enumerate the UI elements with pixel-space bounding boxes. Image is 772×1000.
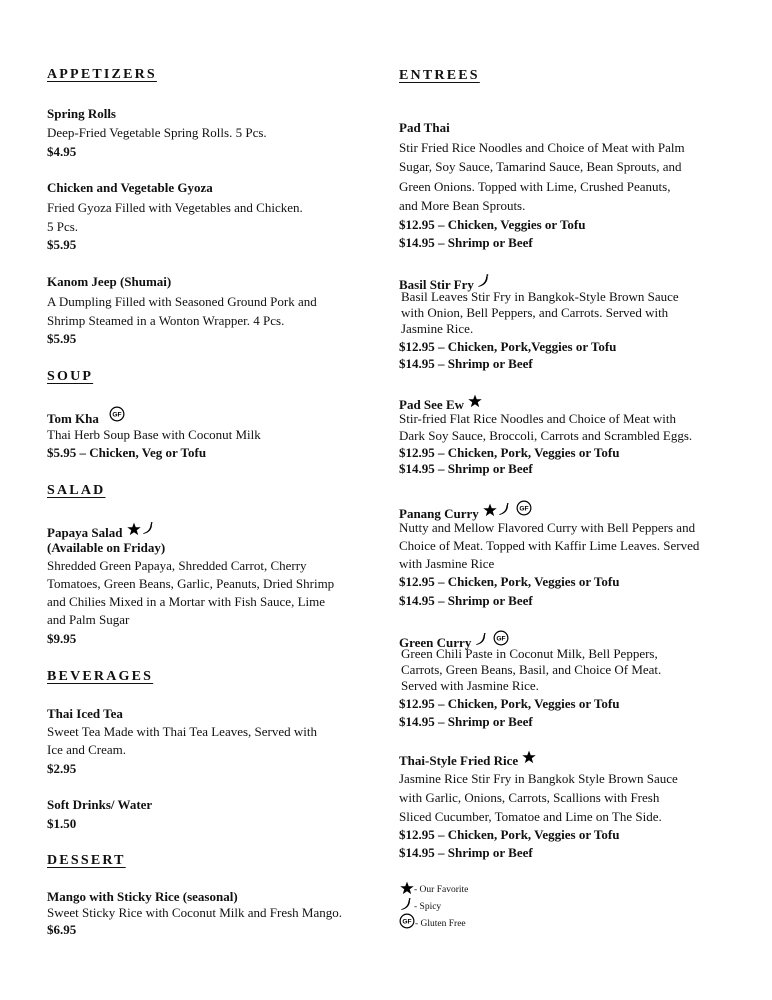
- item-price-green-curry-1: $12.95 – Chicken, Pork, Veggies or Tofu: [399, 696, 620, 711]
- item-desc-kanom-jeep-line-2: Shrimp Steamed in a Wonton Wrapper. 4 Pcs.: [47, 313, 285, 328]
- item-desc-pad-see-ew-line-2: Dark Soy Sauce, Broccoli, Carrots and Scrambled Eggs.: [399, 428, 693, 443]
- item-price-basil-1: $12.95 – Chicken, Pork,Veggies or Tofu: [399, 339, 617, 354]
- item-price-soft-drinks: $1.50: [47, 816, 77, 831]
- item-name-gyoza: Chicken and Vegetable Gyoza: [47, 180, 213, 195]
- item-name-panang-row: [399, 500, 532, 522]
- item-name-papaya-salad: Papaya Salad: [47, 525, 123, 540]
- item-price-gyoza: $5.95: [47, 237, 77, 252]
- item-price-panang-2: $14.95 – Shrimp or Beef: [399, 593, 533, 608]
- item-name-kanom-jeep: Kanom Jeep (Shumai): [47, 274, 172, 289]
- item-price-basil-2: $14.95 – Shrimp or Beef: [399, 356, 533, 371]
- item-desc-papaya-line-3: and Chilies Mixed in a Mortar with Fish Sauce, Lime: [47, 594, 326, 609]
- item-desc-basil-line-3: Jasmine Rice.: [401, 321, 474, 336]
- item-desc-panang-line-2: Choice of Meat. Topped with Kaffir Lime Leaves. Served: [399, 538, 700, 553]
- section-heading-salad: SALAD: [47, 483, 106, 498]
- item-desc-panang-line-1: Nutty and Mellow Flavored Curry with Bell Peppers and: [399, 520, 696, 535]
- item-price-thai-iced-tea: $2.95: [47, 761, 77, 776]
- section-heading-entrees: ENTREES: [399, 68, 480, 83]
- item-desc-pad-thai-line-1: Stir Fried Rice Noodles and Choice of Meat with Palm: [399, 140, 685, 155]
- legend-spicy: [400, 896, 441, 914]
- legend-favorite: [400, 879, 468, 897]
- legend-gluten-free-label: - Gluten Free: [415, 919, 466, 929]
- item-price-panang-1: $12.95 – Chicken, Pork, Veggies or Tofu: [399, 574, 620, 589]
- item-desc-basil-line-2: with Onion, Bell Peppers, and Carrots. Served with: [401, 305, 669, 320]
- item-desc-fried-rice-line-3: Sliced Cucumber, Tomatoe and Lime on The Side.: [399, 809, 662, 824]
- item-price-spring-rolls: $4.95: [47, 144, 77, 159]
- item-price-kanom-jeep: $5.95: [47, 331, 77, 346]
- gluten-free-icon: [516, 500, 532, 516]
- legend-spicy-label: - Spicy: [414, 902, 442, 912]
- star-icon: [127, 522, 141, 536]
- item-price-pad-see-ew-2: $14.95 – Shrimp or Beef: [399, 461, 533, 476]
- section-heading-soup: SOUP: [47, 369, 94, 384]
- chili-icon: [498, 501, 512, 517]
- item-price-tom-kha: $5.95 – Chicken, Veg or Tofu: [47, 445, 207, 460]
- item-note-papaya-salad: (Available on Friday): [47, 540, 166, 555]
- item-name-soft-drinks: Soft Drinks/ Water: [47, 797, 153, 812]
- item-name-tom-kha-row: [47, 406, 125, 427]
- star-icon: [483, 503, 497, 517]
- gluten-free-icon: [493, 630, 509, 646]
- gluten-free-icon: [399, 913, 415, 929]
- item-desc-pad-thai-line-3: Green Onions. Topped with Lime, Crushed Peanuts,: [399, 179, 671, 194]
- item-name-thai-style-fried-rice: Thai-Style Fried Rice: [399, 753, 519, 768]
- item-desc-pad-see-ew-line-1: Stir-fried Flat Rice Noodles and Choice of Meat with: [399, 411, 677, 426]
- item-desc-papaya-line-2: Tomatoes, Green Beans, Garlic, Peanuts, Dried Shrimp: [47, 576, 335, 591]
- item-name-tom-kha: Tom Kha: [47, 411, 99, 426]
- item-name-thai-iced-tea: Thai Iced Tea: [47, 706, 123, 721]
- item-price-fried-rice-2: $14.95 – Shrimp or Beef: [399, 845, 533, 860]
- item-desc-fried-rice-line-1: Jasmine Rice Stir Fry in Bangkok Style Brown Sauce: [399, 771, 678, 786]
- chili-icon: [400, 896, 414, 912]
- item-desc-papaya-line-4: and Palm Sugar: [47, 612, 130, 627]
- item-name-green-curry: Green Curry: [399, 635, 472, 650]
- item-price-papaya-salad: $9.95: [47, 631, 77, 646]
- item-name-mango-sticky-rice: Mango with Sticky Rice (seasonal): [47, 889, 238, 904]
- item-price-pad-thai-2: $14.95 – Shrimp or Beef: [399, 235, 533, 250]
- item-name-papaya-row: [47, 520, 156, 541]
- item-desc-green-curry-line-2: Carrots, Green Beans, Basil, and Choice Of Meat.: [401, 662, 662, 677]
- item-price-green-curry-2: $14.95 – Shrimp or Beef: [399, 714, 533, 729]
- star-icon: [522, 750, 536, 764]
- section-heading-dessert: DESSERT: [47, 853, 126, 868]
- item-price-pad-thai-1: $12.95 – Chicken, Veggies or Tofu: [399, 217, 586, 232]
- item-name-pad-thai: Pad Thai: [399, 120, 450, 135]
- item-desc-basil-line-1: Basil Leaves Stir Fry in Bangkok-Style Brown Sauce: [401, 289, 679, 304]
- item-desc-kanom-jeep-line-1: A Dumpling Filled with Seasoned Ground Pork and: [47, 294, 317, 309]
- item-desc-spring-rolls: Deep-Fried Vegetable Spring Rolls. 5 Pcs.: [47, 125, 267, 140]
- section-heading-beverages: BEVERAGES: [47, 669, 154, 684]
- item-desc-papaya-line-1: Shredded Green Papaya, Shredded Carrot, Cherry: [47, 558, 307, 573]
- item-desc-pad-thai-line-4: and More Bean Sprouts.: [399, 198, 526, 213]
- item-desc-thai-iced-tea-line-1: Sweet Tea Made with Thai Tea Leaves, Served with: [47, 724, 318, 739]
- item-desc-tom-kha: Thai Herb Soup Base with Coconut Milk: [47, 427, 261, 442]
- chili-icon: [142, 520, 156, 536]
- chili-icon: [477, 272, 492, 289]
- item-desc-gyoza-line-2: 5 Pcs.: [47, 219, 79, 234]
- gluten-free-icon: [109, 406, 125, 422]
- item-price-mango-sticky-rice: $6.95: [47, 922, 77, 937]
- item-desc-green-curry-line-1: Green Chili Paste in Coconut Milk, Bell Peppers,: [401, 646, 658, 661]
- item-name-panang-curry: Panang Curry: [399, 506, 479, 521]
- item-desc-mango-sticky-rice: Sweet Sticky Rice with Coconut Milk and Fresh Mango.: [47, 905, 343, 920]
- item-name-basil-stir-fry: Basil Stir Fry: [399, 277, 474, 292]
- item-price-pad-see-ew-1: $12.95 – Chicken, Pork, Veggies or Tofu: [399, 445, 620, 460]
- star-icon: [400, 881, 414, 895]
- item-desc-panang-line-3: with Jasmine Rice: [399, 556, 495, 571]
- star-icon: [468, 394, 482, 408]
- item-desc-gyoza-line-1: Fried Gyoza Filled with Vegetables and Chicken.: [47, 200, 303, 215]
- item-name-fried-rice-row: [399, 750, 536, 769]
- item-desc-green-curry-line-3: Served with Jasmine Rice.: [401, 678, 539, 693]
- legend-favorite-label: - Our Favorite: [414, 885, 469, 895]
- item-desc-pad-thai-line-2: Sugar, Soy Sauce, Tamarind Sauce, Bean Sprouts, and: [399, 159, 682, 174]
- chili-icon: [475, 631, 489, 647]
- item-name-pad-see-ew: Pad See Ew: [399, 397, 464, 412]
- item-desc-thai-iced-tea-line-2: Ice and Cream.: [47, 742, 127, 757]
- section-heading-appetizers: APPETIZERS: [47, 67, 157, 82]
- legend-gluten-free: [399, 913, 466, 931]
- item-desc-fried-rice-line-2: with Garlic, Onions, Carrots, Scallions with Fresh: [399, 790, 660, 805]
- item-price-fried-rice-1: $12.95 – Chicken, Pork, Veggies or Tofu: [399, 827, 620, 842]
- item-name-spring-rolls: Spring Rolls: [47, 106, 116, 121]
